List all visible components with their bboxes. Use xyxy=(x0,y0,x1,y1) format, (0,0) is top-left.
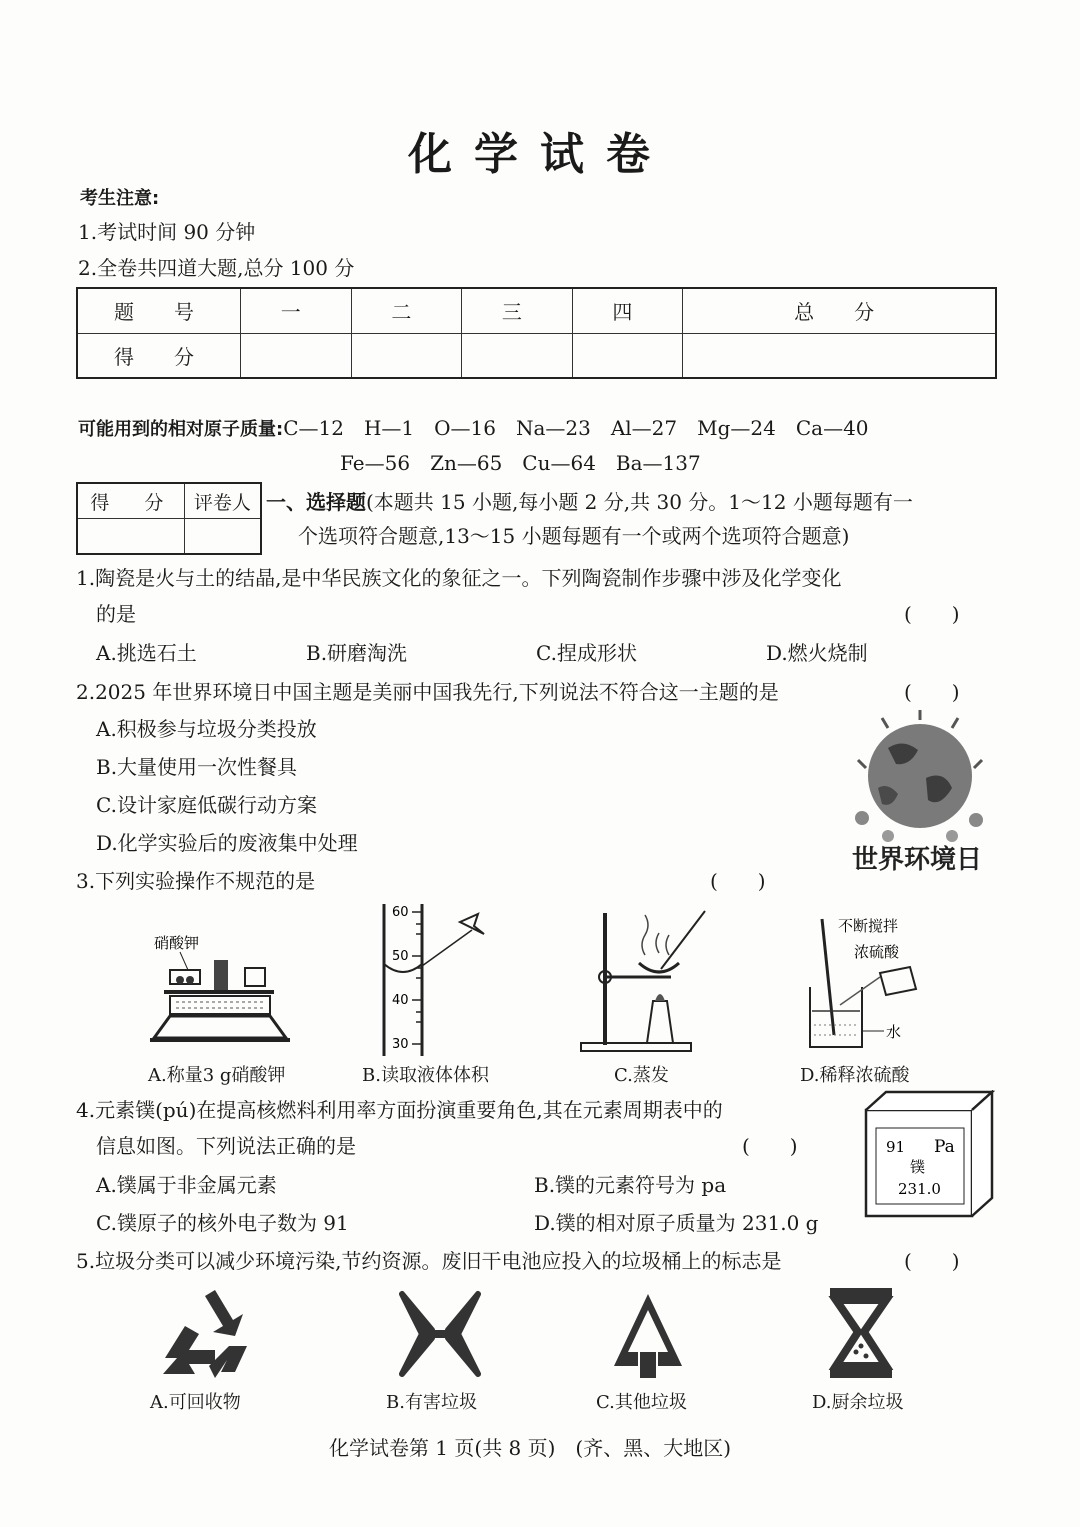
q2-option-c[interactable]: C.设计家庭低碳行动方案 xyxy=(96,793,317,817)
tick-label: 30 xyxy=(392,1037,409,1052)
q3-stem: 3.下列实验操作不规范的是 xyxy=(76,869,316,893)
grader-score-cell[interactable] xyxy=(77,519,184,555)
other-waste-icon xyxy=(608,1290,688,1380)
score-header: 四 xyxy=(572,288,683,333)
q5-stem: 5.垃圾分类可以减少环境污染,节约资源。废旧干电池应投入的垃圾桶上的标志是 xyxy=(76,1249,782,1273)
graduated-cylinder-figure xyxy=(360,900,500,1060)
notice-item: 2.全卷共四道大题,总分 100 分 xyxy=(78,256,355,280)
grader-score-label: 得 分 xyxy=(77,483,184,519)
q2-stem: 2.2025 年世界环境日中国主题是美丽中国我先行,下列说法不符合这一主题的是 xyxy=(76,680,779,704)
atomic-masses-line1 xyxy=(78,412,869,441)
globe-icon xyxy=(855,710,983,842)
section1-desc2: 个选项符合题意,13～15 小题每题有一个或两个选项符合题意) xyxy=(298,524,850,548)
tick-label: 60 xyxy=(392,905,409,920)
score-header: 题 号 xyxy=(77,288,241,333)
fig-d-label: 浓硫酸 xyxy=(854,943,900,961)
score-table xyxy=(76,287,997,379)
atomic-masses-values: C—12 H—1 O—16 Na—23 Al—27 Mg—24 Ca—40 xyxy=(283,416,869,440)
evaporation-figure xyxy=(575,905,715,1055)
q3-caption-a[interactable]: A.称量3 g硝酸钾 xyxy=(148,1065,286,1086)
q3-answer-paren[interactable]: ( ) xyxy=(710,869,766,893)
element-symbol: Pa xyxy=(934,1137,955,1157)
q1-option-d[interactable]: D.燃火烧制 xyxy=(766,641,868,665)
score-cell[interactable] xyxy=(683,333,996,378)
q2-option-d[interactable]: D.化学实验后的废液集中处理 xyxy=(96,831,358,855)
world-environment-day-logo xyxy=(848,708,998,888)
q4-option-c[interactable]: C.镤原子的核外电子数为 91 xyxy=(96,1211,349,1235)
score-header: 总 分 xyxy=(683,288,996,333)
page-title: 化学试卷 xyxy=(408,129,672,180)
balance-figure xyxy=(140,930,300,1060)
score-header: 一 xyxy=(241,288,352,333)
q2-answer-paren[interactable]: ( ) xyxy=(904,680,960,704)
atomic-masses-label: 可能用到的相对原子质量: xyxy=(78,419,284,440)
q2-option-a[interactable]: A.积极参与垃圾分类投放 xyxy=(96,717,317,741)
notice-heading: 考生注意: xyxy=(80,188,160,209)
section1-desc: (本题共 15 小题,每小题 2 分,共 30 分。1～12 小题每题有一 xyxy=(366,490,913,514)
element-number: 91 xyxy=(886,1138,906,1156)
element-mass: 231.0 xyxy=(898,1180,941,1198)
element-name: 镤 xyxy=(910,1158,926,1176)
q4-option-a[interactable]: A.镤属于非金属元素 xyxy=(96,1173,277,1197)
q3-caption-d[interactable]: D.稀释浓硫酸 xyxy=(800,1065,910,1086)
hazardous-waste-icon xyxy=(398,1290,482,1378)
logo-text: 世界环境日 xyxy=(852,845,983,875)
q4-stem2: 信息如图。下列说法正确的是 xyxy=(96,1134,356,1158)
q5-caption-a[interactable]: A.可回收物 xyxy=(150,1392,241,1413)
q4-stem: 4.元素镤(pú)在提高核燃料利用率方面扮演重要角色,其在元素周期表中的 xyxy=(76,1098,723,1122)
q3-caption-b[interactable]: B.读取液体体积 xyxy=(362,1065,489,1086)
q5-answer-paren[interactable]: ( ) xyxy=(904,1249,960,1273)
grader-table xyxy=(76,482,262,555)
score-header: 二 xyxy=(351,288,462,333)
fig-a-label: 硝酸钾 xyxy=(154,934,200,952)
score-cell[interactable] xyxy=(351,333,462,378)
q1-option-a[interactable]: A.挑选石土 xyxy=(96,641,197,665)
q2-option-b[interactable]: B.大量使用一次性餐具 xyxy=(96,755,298,779)
q1-stem: 1.陶瓷是火与土的结晶,是中华民族文化的象征之一。下列陶瓷制作步骤中涉及化学变化 xyxy=(76,566,842,590)
q4-answer-paren[interactable]: ( ) xyxy=(742,1134,798,1158)
tick-label: 50 xyxy=(392,949,409,964)
q3-caption-c[interactable]: C.蒸发 xyxy=(614,1065,669,1086)
fig-d-label: 不断搅拌 xyxy=(838,917,899,935)
q4-option-b[interactable]: B.镤的元素符号为 pa xyxy=(534,1173,727,1197)
kitchen-waste-icon xyxy=(826,1286,896,1380)
q5-caption-d[interactable]: D.厨余垃圾 xyxy=(812,1392,904,1413)
section1-heading: 一、选择题 xyxy=(266,490,366,514)
section1-line1 xyxy=(266,486,913,515)
score-cell[interactable] xyxy=(241,333,352,378)
recycle-icon xyxy=(155,1288,255,1378)
q5-caption-b[interactable]: B.有害垃圾 xyxy=(386,1392,477,1413)
notice-item: 1.考试时间 90 分钟 xyxy=(78,220,256,244)
dilution-figure xyxy=(800,915,940,1065)
q1-option-b[interactable]: B.研磨淘洗 xyxy=(306,641,408,665)
q4-option-d[interactable]: D.镤的相对原子质量为 231.0 g xyxy=(534,1211,819,1235)
grader-name-cell[interactable] xyxy=(184,519,261,555)
grader-name-label: 评卷人 xyxy=(184,483,261,519)
score-cell[interactable] xyxy=(572,333,683,378)
score-row-label: 得 分 xyxy=(77,333,241,378)
element-cell-figure xyxy=(862,1090,998,1222)
page-footer: 化学试卷第 1 页(共 8 页) (齐、黑、大地区) xyxy=(328,1436,732,1460)
eye-icon xyxy=(460,914,484,934)
score-header: 三 xyxy=(462,288,573,333)
tick-label: 40 xyxy=(392,993,409,1008)
fig-d-label: 水 xyxy=(886,1023,902,1041)
q1-option-c[interactable]: C.捏成形状 xyxy=(536,641,637,665)
q1-stem2: 的是 xyxy=(96,602,136,626)
q1-answer-paren[interactable]: ( ) xyxy=(904,602,960,626)
score-cell[interactable] xyxy=(462,333,573,378)
atomic-masses-line2: Fe—56 Zn—65 Cu—64 Ba—137 xyxy=(340,451,701,475)
q5-caption-c[interactable]: C.其他垃圾 xyxy=(596,1392,687,1413)
